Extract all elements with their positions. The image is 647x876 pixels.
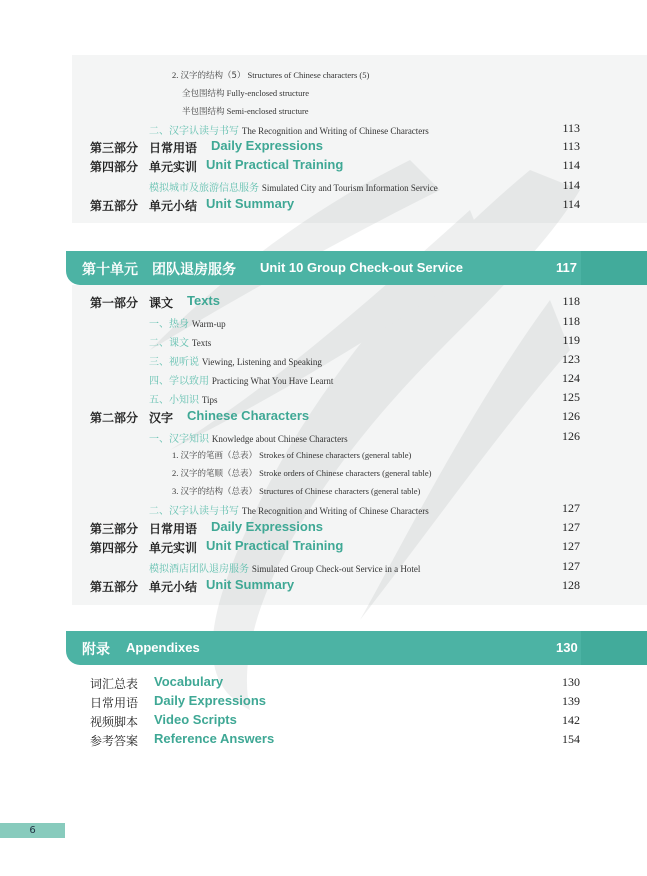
appendix-title-en: Appendixes [126,640,200,655]
toc-sub-row[interactable]: 二、汉字认读与书写 The Recognition and Writing of Chinese Characters 113 [149,121,580,137]
toc-subsub-row[interactable]: 3. 汉字的结构（总表） Structures of Chinese characters (general table) [172,486,421,497]
toc-sub-row[interactable]: 三、视听说 Viewing, Listening and Speaking 123 [149,352,580,368]
toc-sub-row[interactable]: 五、小知识 Tips 125 [149,390,580,406]
unit-page: 117 [556,260,577,275]
unit-header-bar[interactable] [66,251,647,285]
toc-sub-row[interactable]: 二、汉字认读与书写 The Recognition and Writing of Chinese Characters 127 [149,501,580,517]
appendix-item[interactable]: 日常用语 Daily Expressions 139 [90,693,580,710]
toc-subsub-row[interactable]: 2. 汉字的笔顺（总表） Stroke orders of Chinese characters (general table) [172,468,432,479]
toc-subsub-row[interactable]: 半包围结构 Semi-enclosed structure [182,106,309,117]
toc-sub-row[interactable]: 一、热身 Warm-up 118 [149,314,580,330]
toc-sub-row[interactable]: 模拟城市及旅游信息服务 Simulated City and Tourism Information Service 114 [149,178,580,194]
appendix-item[interactable]: 词汇总表 Vocabulary 130 [90,674,580,691]
appendix-title-cn: 附录 [82,642,110,658]
toc-part-row[interactable]: 第三部分 日常用语 Daily Expressions 127 [90,519,580,536]
toc-part-row[interactable]: 第五部分 单元小结 Unit Summary 128 [90,577,580,594]
page-number-folio: 6 [0,823,65,838]
toc-subsub-row[interactable]: 全包围结构 Fully-enclosed structure [182,88,310,99]
toc-sub-row[interactable]: 一、汉字知识 Knowledge about Chinese Characters 126 [149,429,580,445]
unit-title-en: Unit 10 Group Check-out Service [260,260,463,275]
toc-sub-row[interactable]: 四、学以致用 Practicing What You Have Learnt 124 [149,371,580,387]
toc-part-row[interactable]: 第四部分 单元实训 Unit Practical Training 127 [90,538,580,555]
toc-part-row[interactable]: 第四部分 单元实训 Unit Practical Training 114 [90,157,580,174]
toc-part-row[interactable]: 第三部分 日常用语 Daily Expressions 113 [90,138,580,155]
toc-part-row[interactable]: 第二部分 汉字 Chinese Characters 126 [90,408,580,425]
appendix-item[interactable]: 参考答案 Reference Answers 154 [90,731,580,748]
appendix-item[interactable]: 视频脚本 Video Scripts 142 [90,712,580,729]
toc-sub-row[interactable]: 二、课文 Texts 119 [149,333,580,349]
toc-part-row[interactable]: 第一部分 课文 Texts 118 [90,293,580,310]
appendix-header-bar[interactable] [66,631,647,665]
toc-sub-row[interactable]: 模拟酒店团队退房服务 Simulated Group Check-out Service in a Hotel 127 [149,559,580,575]
appendix-page: 130 [556,640,578,655]
toc-subsub-row[interactable]: 2. 汉字的结构（5） Structures of Chinese characters (5) [172,70,370,81]
toc-subsub-row[interactable]: 1. 汉字的笔画（总表） Strokes of Chinese characters (general table) [172,450,412,461]
toc-part-row[interactable]: 第五部分 单元小结 Unit Summary 114 [90,196,580,213]
unit-title-cn: 第十单元 团队退房服务 [82,262,236,278]
